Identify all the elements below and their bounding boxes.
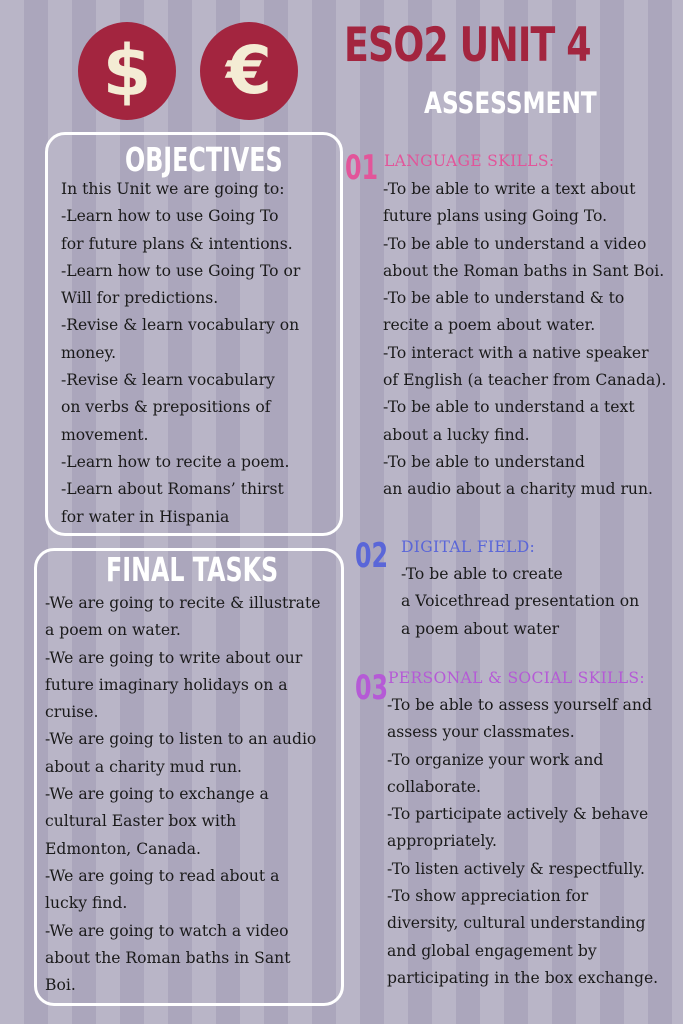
page-subtitle: ASSESSMENT [424, 86, 597, 120]
list-line: of English (a teacher from Canada). [383, 371, 667, 390]
list-line: -To listen actively & respectfully. [387, 859, 646, 878]
section-number-03: 03 [355, 668, 389, 708]
list-line: -We are going to recite & illustrate [45, 594, 321, 612]
list-line: -To organize your work and [387, 750, 604, 769]
list-line: Will for predictions. [61, 289, 219, 308]
list-line: and global engagement by [387, 941, 597, 960]
list-line: movement. [61, 425, 149, 444]
list-line: -Learn how to recite a poem. [61, 452, 290, 471]
list-line: for future plans & intentions. [61, 234, 293, 253]
list-line: about the Roman baths in Sant [45, 948, 291, 967]
list-line: -To interact with a native speaker [383, 343, 649, 362]
list-line: cultural Easter box with [45, 812, 237, 831]
list-line: assess your classmates. [387, 723, 575, 742]
list-line: about a charity mud run. [45, 757, 243, 776]
list-line: In this Unit we are going to: [61, 180, 285, 198]
list-line: -We are going to exchange a [45, 785, 269, 804]
list-line: -Revise & learn vocabulary on [61, 316, 300, 335]
list-line: -We are going to listen to an audio [45, 730, 317, 749]
dollar-coin-icon [78, 22, 176, 120]
list-line: Edmonton, Canada. [45, 839, 201, 858]
list-line: -To be able to write a text about [383, 180, 636, 198]
list-line: an audio about a charity mud run. [383, 480, 653, 499]
section-heading-personal-social-skills: PERSONAL & SOCIAL SKILLS: [388, 669, 645, 687]
list-line: Boi. [45, 976, 76, 995]
list-line: future plans using Going To. [383, 207, 608, 226]
list-line: about a lucky find. [383, 425, 530, 444]
section-list-personal-social-skills [387, 692, 658, 992]
list-line: future imaginary holidays on a [45, 675, 288, 694]
list-line: appropriately. [387, 832, 498, 851]
section-heading-digital-field: DIGITAL FIELD: [401, 538, 536, 556]
list-line: for water in Hispania [61, 507, 230, 526]
list-line: lucky find. [45, 894, 128, 913]
list-line: money. [61, 343, 117, 362]
list-line: -To be able to understand [383, 452, 585, 471]
page-title: ESO2 UNIT 4 [344, 18, 591, 73]
list-line: cruise. [45, 703, 99, 722]
list-line: a poem on water. [45, 621, 181, 640]
final-tasks-list [45, 590, 320, 999]
list-line: diversity, cultural understanding [387, 914, 646, 933]
section-heading-language-skills: LANGUAGE SKILLS: [384, 152, 555, 170]
list-line: -We are going to write about our [45, 648, 303, 667]
section-number-01: 01 [345, 148, 379, 188]
section-number-02: 02 [355, 536, 389, 576]
list-line: -To be able to assess yourself and [387, 696, 652, 714]
list-line: -To be able to understand a text [383, 398, 635, 417]
list-line: a poem about water [401, 619, 560, 638]
list-line: -Learn about Romans’ thirst [61, 480, 284, 499]
section-list-digital-field [401, 561, 639, 643]
list-line: -We are going to read about a [45, 866, 280, 885]
list-line: -To be able to create [401, 565, 563, 583]
objectives-list [61, 176, 300, 531]
list-line: -To be able to understand & to [383, 289, 625, 308]
final-tasks-heading: FINAL TASKS [106, 550, 279, 589]
list-line: a Voicethread presentation on [401, 592, 640, 611]
list-line: -Revise & learn vocabulary [61, 371, 275, 390]
list-line: collaborate. [387, 777, 481, 796]
euro-symbol: € [226, 32, 272, 109]
list-line: -To show appreciation for [387, 887, 589, 906]
list-line: -We are going to watch a video [45, 921, 289, 940]
dollar-symbol: $ [102, 30, 152, 112]
list-line: about the Roman baths in Sant Boi. [383, 261, 665, 280]
list-line: recite a poem about water. [383, 316, 596, 335]
list-line: -To participate actively & behave [387, 805, 649, 824]
list-line: -Learn how to use Going To or [61, 261, 301, 280]
list-line: on verbs & prepositions of [61, 398, 271, 417]
euro-coin-icon [200, 22, 298, 120]
section-list-language-skills [383, 176, 666, 504]
list-line: -To be able to understand a video [383, 234, 647, 253]
objectives-heading: OBJECTIVES [125, 140, 283, 179]
list-line: participating in the box exchange. [387, 968, 659, 987]
list-line: -Learn how to use Going To [61, 207, 279, 226]
